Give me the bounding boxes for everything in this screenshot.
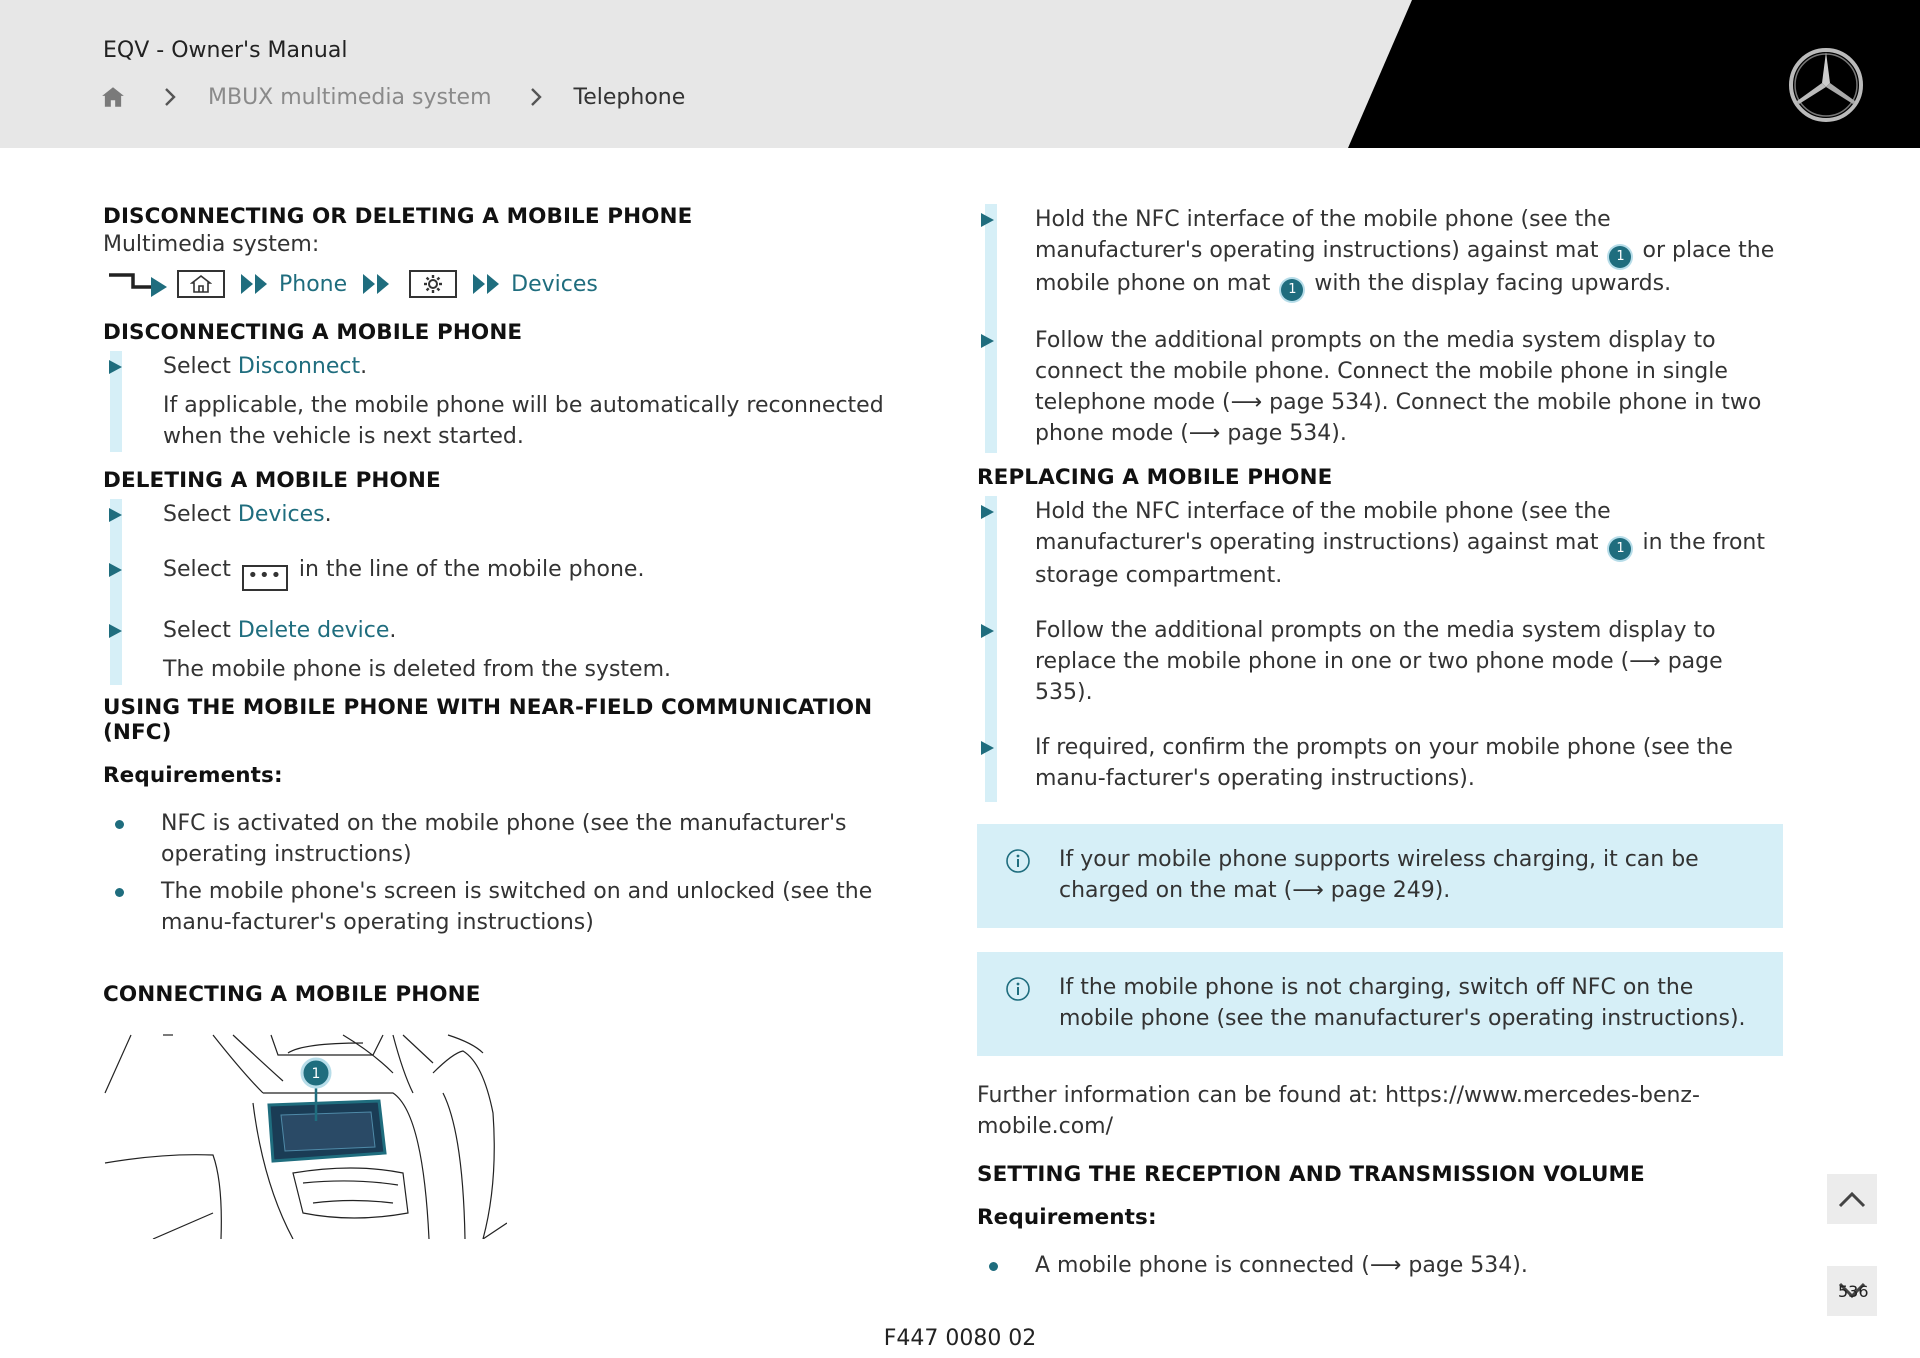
manual-title: EQV - Owner's Manual [103, 38, 348, 63]
link-devices[interactable]: Devices [237, 502, 325, 527]
nav-path [103, 264, 903, 304]
step-arrow-icon [107, 359, 123, 375]
volume-requirements [977, 1250, 1783, 1281]
multimedia-label: Multimedia system: [103, 232, 320, 257]
link-delete-device[interactable]: Delete device [237, 618, 390, 643]
page-number: 536 [1838, 1282, 1869, 1301]
step-item: Hold the NFC interface of the mobile phone (see the manufacturer's operating instructions) against mat 1 in the front storage compartment. [1035, 496, 1783, 591]
double-chevron-icon [239, 272, 271, 296]
step-arrow-icon [107, 507, 123, 523]
left-column [103, 204, 903, 1245]
section-title-disconnecting: DISCONNECTING OR DELETING A MOBILE PHONE [103, 204, 693, 229]
requirements-label: Requirements: [103, 763, 283, 788]
nfc-requirements [103, 808, 903, 938]
breadcrumb-item-mbux[interactable]: MBUX multimedia system [208, 84, 492, 110]
mat-number-badge: 1 [1609, 538, 1631, 560]
header-black-panel [0, 0, 1920, 148]
nav-devices[interactable]: Devices [511, 271, 598, 297]
section-title-volume: SETTING THE RECEPTION AND TRANSMISSION VOLUME [977, 1162, 1645, 1187]
step-arrow-icon [979, 740, 995, 756]
step-bar [110, 499, 122, 685]
connect-steps [975, 204, 1783, 453]
section-title-replacing: REPLACING A MOBILE PHONE [977, 465, 1333, 490]
list-item: NFC is activated on the mobile phone (see the manufacturer's operating instructions) [161, 808, 903, 870]
further-info: Further information can be found at: https://www.mercedes-benz-mobile.com/ [977, 1083, 1700, 1139]
step-item: Follow the additional prompts on the media system display to replace the mobile phone in one or two phone mode (⟶ page 535). [1035, 615, 1783, 708]
bullet-dot-icon [115, 820, 124, 829]
step-result: If applicable, the mobile phone will be automatically reconnected when the vehicle is next started. [163, 393, 884, 449]
double-chevron-icon [361, 272, 393, 296]
step-arrow-icon [979, 504, 995, 520]
figure-code: F447 0080 02 [883, 1326, 1037, 1351]
scroll-up-button[interactable] [1827, 1174, 1877, 1224]
section-title-connecting: CONNECTING A MOBILE PHONE [103, 982, 481, 1007]
step-arrow-icon [979, 623, 995, 639]
info-icon [1005, 976, 1031, 1002]
page-header [0, 0, 1920, 148]
step-arrow-icon [107, 623, 123, 639]
link-disconnect[interactable]: Disconnect [237, 354, 361, 379]
step-bar [985, 496, 997, 802]
step-item: Select Disconnect. [163, 351, 903, 382]
nav-phone[interactable]: Phone [279, 271, 348, 297]
step-item: Select ••• in the line of the mobile phone. [163, 554, 903, 591]
section-title-disconnect-phone: DISCONNECTING A MOBILE PHONE [103, 320, 523, 345]
nfc-mat-illustration [103, 1033, 507, 1239]
step-arrow-icon [979, 333, 995, 349]
double-chevron-icon [471, 272, 503, 296]
step-arrow-icon [979, 212, 995, 228]
bullet-dot-icon [989, 1262, 998, 1271]
right-column [977, 204, 1783, 1281]
breadcrumb [100, 80, 685, 114]
section-title-nfc: USING THE MOBILE PHONE WITH NEAR-FIELD COMMUNICATION (NFC) [103, 695, 873, 745]
requirements-label: Requirements: [977, 1205, 1157, 1230]
path-start-arrow-icon [103, 269, 169, 299]
mat-number-badge: 1 [1609, 246, 1631, 268]
mat-number-badge: 1 [1281, 279, 1303, 301]
info-icon [1005, 848, 1031, 874]
step-result: The mobile phone is deleted from the system. [163, 657, 672, 682]
bullet-dot-icon [115, 888, 124, 897]
list-item: A mobile phone is connected (⟶ page 534). [1035, 1250, 1783, 1281]
step-arrow-icon [107, 562, 123, 578]
chevron-right-icon [526, 87, 546, 107]
section-title-delete-phone: DELETING A MOBILE PHONE [103, 468, 441, 493]
info-note: If the mobile phone is not charging, switch off NFC on the mobile phone (see the manufacturer's operating instructions). [977, 952, 1783, 1056]
list-item: The mobile phone's screen is switched on and unlocked (see the manu-facturer's operating instructions) [161, 876, 903, 938]
more-options-icon: ••• [242, 565, 288, 591]
home-icon[interactable] [100, 84, 126, 110]
step-item: Select Delete device. [163, 615, 903, 646]
settings-gear-icon [409, 270, 457, 298]
step-item: Select Devices. [163, 499, 903, 530]
step-item: Hold the NFC interface of the mobile phone (see the manufacturer's operating instructions) against mat 1 or place the mobile phone on mat 1 with the display facing upwards. [1035, 204, 1783, 301]
chevron-up-icon [1837, 1189, 1867, 1209]
home-button-icon [177, 270, 225, 298]
replace-steps [975, 496, 1783, 802]
step-item: If required, confirm the prompts on your mobile phone (see the manu-facturer's operating instructions). [1035, 732, 1783, 802]
disconnect-steps [103, 351, 903, 452]
step-bar [985, 204, 997, 453]
step-item: Follow the additional prompts on the media system display to connect the mobile phone. Connect the mobile phone in single telephone mode (⟶ page 534). Connect the mobile phone in two phone mode (⟶ page 534). [1035, 325, 1783, 453]
breadcrumb-item-telephone: Telephone [573, 84, 686, 110]
mercedes-star-logo [1786, 45, 1866, 125]
delete-steps [103, 499, 903, 685]
info-note: If your mobile phone supports wireless charging, it can be charged on the mat (⟶ page 249). [977, 824, 1783, 928]
chevron-right-icon [160, 87, 180, 107]
illustration-callout-number: 1 [311, 1066, 321, 1082]
